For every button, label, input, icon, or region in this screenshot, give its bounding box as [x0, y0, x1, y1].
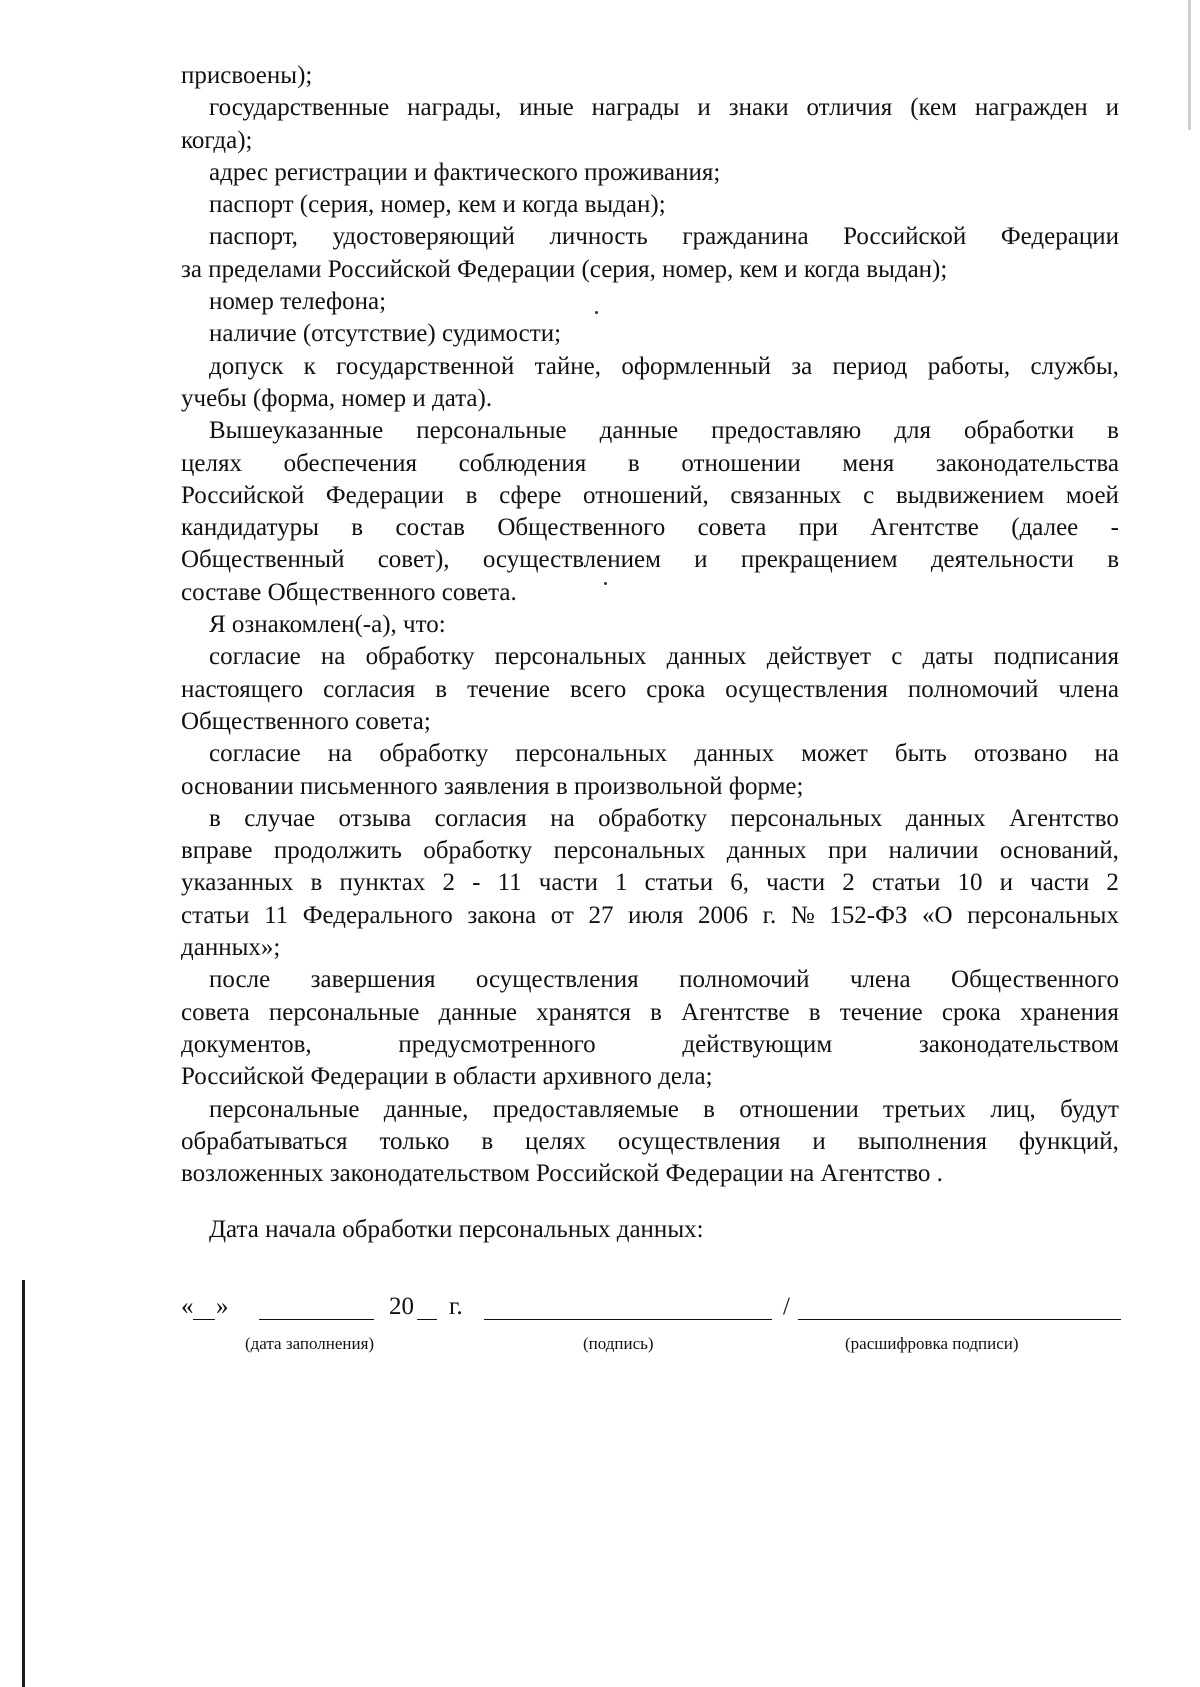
consent-body-text — [181, 60, 1119, 1190]
processing-start-date-label: Дата начала обработки персональных данных: — [209, 1216, 704, 1243]
text-line: когда); — [181, 126, 253, 154]
open-quote: « — [181, 1293, 194, 1320]
scan-edge-right — [1188, 0, 1191, 130]
text-line: составе Общественного совета. — [181, 578, 517, 606]
text-line: кандидатуры в состав Общественного совета при Агентстве (далее - — [181, 514, 1119, 542]
text-line: Вышеуказанные персональные данные предоставляю для обработки в — [209, 417, 1119, 445]
text-line: паспорт, удостоверяющий личность гражданина Российской Федерации — [209, 223, 1119, 251]
text-line: присвоены); — [181, 62, 313, 89]
caption-date: (дата заполнения) — [245, 1334, 375, 1353]
caption-decoding: (расшифровка подписи) — [845, 1334, 1019, 1353]
text-line: обрабатываться только в целях осуществления и выполнения функций, — [181, 1127, 1119, 1155]
text-line: за пределами Российской Федерации (серия, номер, кем и когда выдан); — [181, 255, 948, 283]
year-blank — [417, 1319, 437, 1320]
year-prefix: 20 — [389, 1293, 414, 1320]
text-line: согласие на обработку персональных данных может быть отозвано на — [209, 740, 1119, 768]
text-line: возложенных законодательством Российской Федерации на Агентство . — [181, 1160, 943, 1188]
month-blank — [259, 1319, 374, 1320]
text-line: основании письменного заявления в произвольной форме; — [181, 772, 804, 800]
day-blank — [193, 1319, 215, 1320]
text-line: целях обеспечения соблюдения в отношении меня законодательства — [181, 449, 1119, 477]
close-quote: » — [216, 1293, 229, 1320]
text-line: Российской Федерации в области архивного дела; — [181, 1063, 713, 1091]
text-line: паспорт (серия, номер, кем и когда выдан); — [209, 191, 666, 219]
text-line: Российской Федерации в сфере отношений, связанных с выдвижением моей — [181, 481, 1119, 509]
text-line: допуск к государственной тайне, оформленный за период работы, службы, — [209, 352, 1119, 380]
year-suffix: г. — [449, 1293, 463, 1320]
text-line: вправе продолжить обработку персональных данных при наличии оснований, — [181, 837, 1119, 865]
text-line: государственные награды, иные награды и знаки отличия (кем награжден и — [209, 94, 1119, 122]
slash-separator: / — [783, 1293, 790, 1320]
text-line: документов, предусмотренного действующим законодательством — [181, 1030, 1119, 1058]
text-line: адрес регистрации и фактического проживания; — [209, 158, 721, 186]
text-line: Общественный совет), осуществлением и прекращением деятельности в — [181, 546, 1119, 574]
text-line: номер телефона; — [209, 288, 387, 316]
text-line: после завершения осуществления полномочий члена Общественного — [209, 966, 1119, 994]
text-line: указанных в пунктах 2 - 11 части 1 статьи 6, части 2 статьи 10 и части 2 — [181, 869, 1119, 897]
caption-signature: (подпись) — [583, 1334, 654, 1353]
text-line: статьи 11 Федерального закона от 27 июля 2006 г. № 152-ФЗ «О персональных — [181, 901, 1119, 929]
text-line: Общественного совета; — [181, 707, 431, 735]
signature-decoding-blank — [798, 1319, 1121, 1320]
text-line: настоящего согласия в течение всего срока осуществления полномочий члена — [181, 675, 1119, 703]
text-line: в случае отзыва согласия на обработку персональных данных Агентство — [209, 804, 1119, 832]
text-line: наличие (отсутствие) судимости; — [209, 320, 562, 348]
signature-row — [181, 1293, 1121, 1329]
text-line: данных»; — [181, 934, 281, 962]
text-line: учебы (форма, номер и дата). — [181, 384, 493, 412]
text-line: Я ознакомлен(-а), что: — [209, 611, 446, 639]
text-line: согласие на обработку персональных данных действует с даты подписания — [209, 643, 1119, 671]
signature-blank — [484, 1319, 772, 1320]
scan-edge-left — [22, 1280, 25, 1687]
text-line: персональные данные, предоставляемые в отношении третьих лиц, будут — [209, 1095, 1119, 1123]
text-line: совета персональные данные хранятся в Агентстве в течение срока хранения — [181, 998, 1119, 1026]
